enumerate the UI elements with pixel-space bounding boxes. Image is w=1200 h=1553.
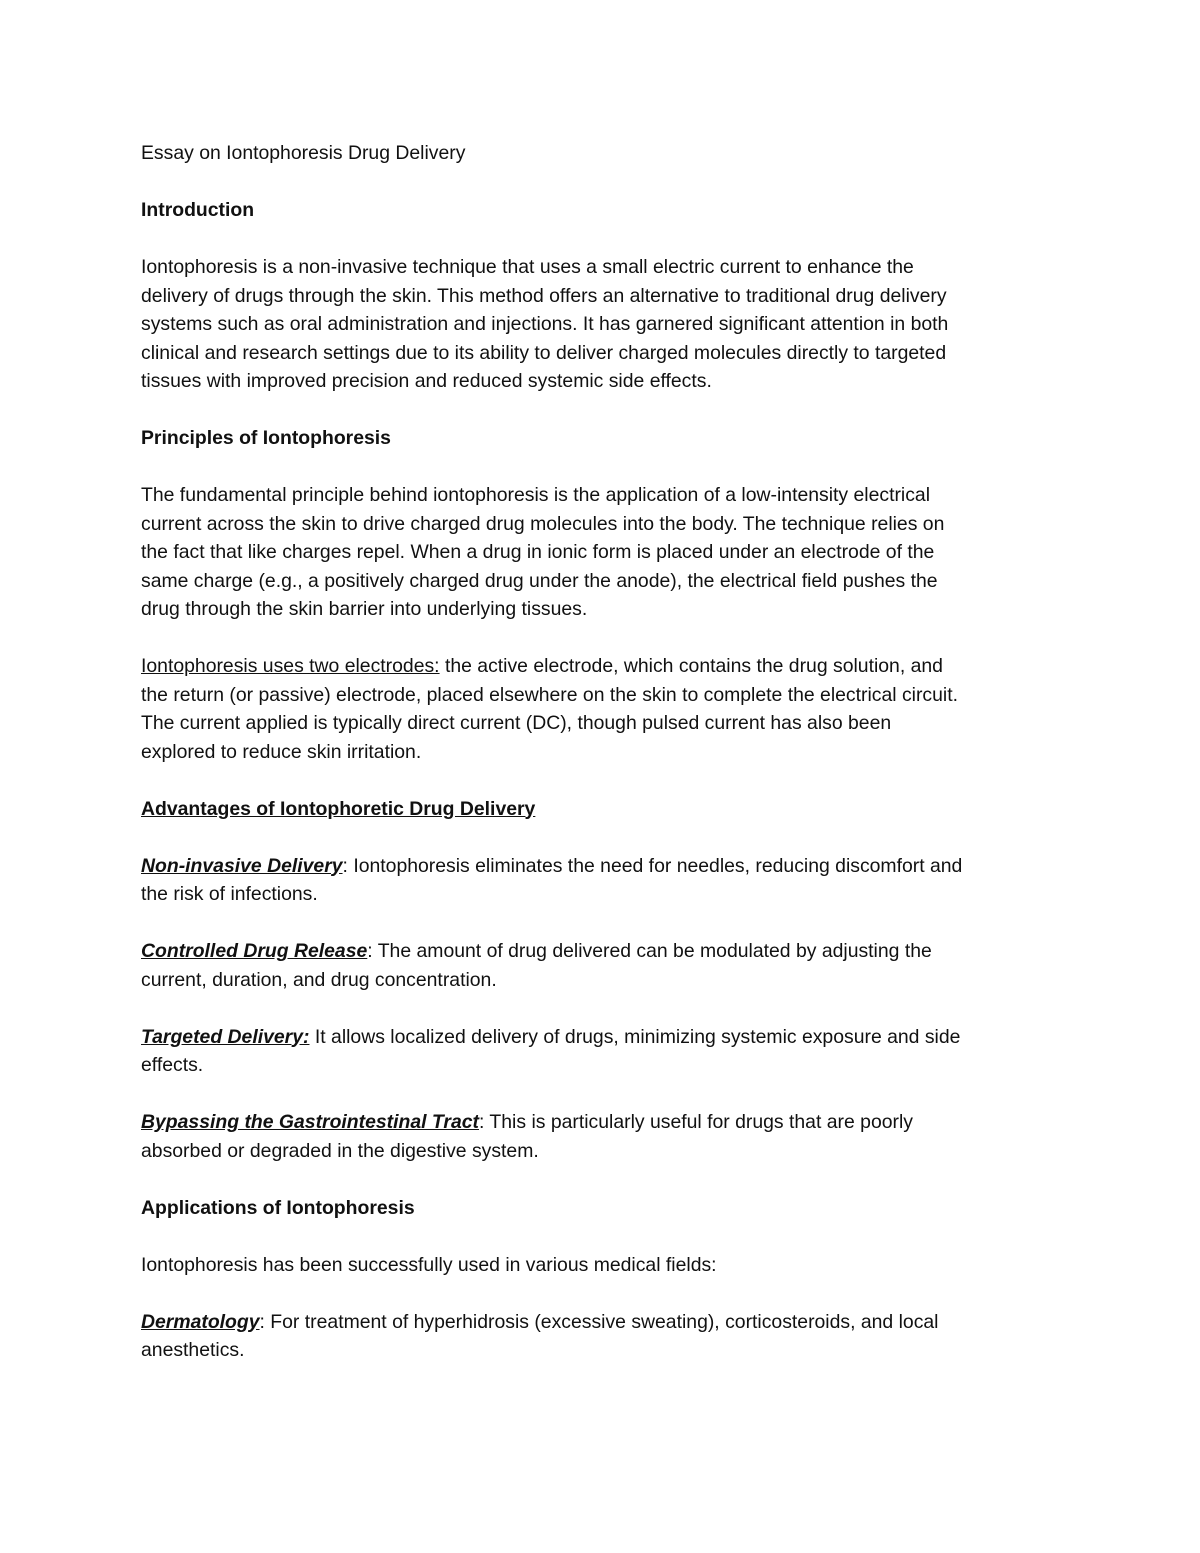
introduction-paragraph [141,253,1061,396]
paragraph-line: absorbed or degraded in the digestive system. [141,1139,539,1162]
paragraph-line [141,652,1061,681]
principles-paragraph [141,481,1061,624]
paragraph-line: effects. [141,1054,204,1076]
spacer [141,994,1061,1023]
paragraph-line [141,1023,1061,1052]
spacer [141,396,1061,425]
advantage-text: It allows localized delivery of drugs, minimizing systemic exposure and side [309,1025,961,1048]
electrodes-paragraph [141,652,1061,766]
paragraph-text: the active electrode, which contains the drug solution, and [439,655,943,677]
section-heading-advantages: Advantages of Iontophoretic Drug Delivery [141,797,536,820]
paragraph-line [141,852,1061,881]
paragraph-line: systems such as oral administration and injections. It has garnered significant attention in both [141,313,949,335]
paragraph-line: The current applied is typically direct current (DC), though pulsed current has also been [141,712,892,734]
advantage-item-controlled-release [141,937,1061,994]
document-body [141,139,1061,1365]
paragraph-line: current across the skin to drive charged drug molecules into the body. The technique relies on [141,512,945,535]
spacer [141,909,1061,938]
advantage-text: : Iontophoresis eliminates the need for needles, reducing discomfort and [342,854,963,877]
advantage-term: Targeted Delivery: [141,1025,310,1048]
paragraph-line: Iontophoresis is a non-invasive technique that uses a small electric current to enhance the [141,256,914,278]
spacer [141,766,1061,795]
paragraph-line [141,937,1061,966]
applications-intro: Iontophoresis has been successfully used in various medical fields: [141,1253,717,1276]
advantage-text: : The amount of drug delivered can be modulated by adjusting the [367,940,932,962]
advantage-item-targeted [141,1023,1061,1080]
paragraph-line: the fact that like charges repel. When a drug in ionic form is placed under an electrode of the [141,541,935,563]
spacer [141,624,1061,653]
section-heading-applications: Applications of Iontophoresis [141,1196,415,1219]
paragraph-line: same charge (e.g., a positively charged drug under the anode), the electrical field pushes the [141,569,938,592]
advantage-term: Bypassing the Gastrointestinal Tract [141,1111,479,1133]
paragraph-line: the return (or passive) electrode, placed elsewhere on the skin to complete the electrical circuit. [141,683,958,706]
advantage-term: Controlled Drug Release [141,940,368,962]
advantage-item-bypassing-gi [141,1108,1061,1165]
paragraph-line: anesthetics. [141,1339,245,1361]
spacer [141,1279,1061,1308]
spacer [141,1222,1061,1251]
section-heading-introduction: Introduction [141,199,255,221]
advantage-term: Non-invasive Delivery [141,854,343,877]
paragraph-line [141,1108,1061,1137]
spacer [141,453,1061,482]
paragraph-line: explored to reduce skin irritation. [141,740,422,763]
paragraph-line [141,1308,1061,1337]
section-heading-principles: Principles of Iontophoresis [141,427,391,449]
spacer [141,1165,1061,1194]
underlined-lead: Iontophoresis uses two electrodes: [141,655,440,677]
spacer [141,225,1061,254]
spacer [141,1080,1061,1109]
paragraph-line: clinical and research settings due to its ability to deliver charged molecules directly to targeted [141,341,947,364]
advantage-text: : This is particularly useful for drugs that are poorly [479,1111,913,1133]
application-item-dermatology [141,1308,1061,1365]
paragraph-line: the risk of infections. [141,883,318,905]
paragraph-line: drug through the skin barrier into underlying tissues. [141,598,588,620]
application-text: : For treatment of hyperhidrosis (excessive sweating), corticosteroids, and local [259,1310,939,1333]
paragraph-line: The fundamental principle behind iontophoresis is the application of a low-intensity electrical [141,484,931,506]
application-term: Dermatology [141,1310,260,1333]
paragraph-line: current, duration, and drug concentration. [141,968,497,991]
spacer [141,823,1061,852]
paragraph-line: delivery of drugs through the skin. This method offers an alternative to traditional drug delivery [141,284,947,307]
paragraph-line: tissues with improved precision and reduced systemic side effects. [141,370,712,392]
advantage-item-non-invasive [141,852,1061,909]
spacer [141,168,1061,197]
document-title: Essay on Iontophoresis Drug Delivery [141,142,466,164]
